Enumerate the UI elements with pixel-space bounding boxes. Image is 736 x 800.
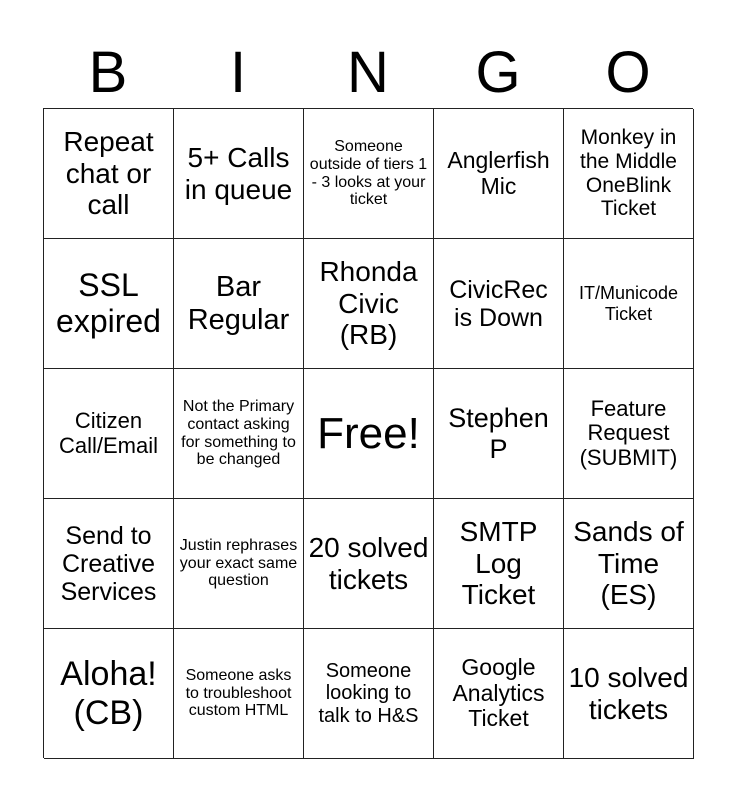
bingo-cell[interactable]: [174, 109, 304, 239]
bingo-cell[interactable]: [304, 239, 434, 369]
bingo-cell-label: 5+ Calls in queue: [184, 142, 293, 205]
bingo-cell[interactable]: [564, 239, 694, 369]
bingo-cell-label: CivicRec is Down: [449, 275, 548, 332]
bingo-cell[interactable]: [304, 629, 434, 759]
bingo-cell-label: Google Analytics Ticket: [452, 653, 545, 732]
bingo-header: [43, 38, 693, 108]
bingo-cell-label: Send to Creative Services: [60, 521, 157, 606]
bingo-cell-label: Someone looking to talk to H&S: [318, 659, 419, 727]
bingo-cell[interactable]: [44, 629, 174, 759]
bingo-cell-label: Rhonda Civic (RB): [319, 256, 418, 351]
bingo-cell-label: Aloha! (CB): [60, 655, 157, 732]
bingo-cell[interactable]: [564, 499, 694, 629]
bingo-cell[interactable]: [174, 239, 304, 369]
bingo-cell-label: Repeat chat or call: [63, 126, 154, 221]
bingo-cell[interactable]: [564, 109, 694, 239]
bingo-cell[interactable]: [44, 239, 174, 369]
header-letter-i: I: [229, 40, 247, 105]
bingo-cell-label: Someone outside of tiers 1 - 3 looks at your ticket: [309, 137, 428, 209]
bingo-cell-label: SMTP Log Ticket: [459, 516, 538, 611]
bingo-cell[interactable]: [434, 109, 564, 239]
bingo-cell-label: 20 solved tickets: [308, 532, 429, 595]
bingo-cell[interactable]: [434, 629, 564, 759]
header-letter-o: O: [605, 40, 651, 105]
header-letter-n: N: [347, 40, 389, 105]
bingo-cell[interactable]: [174, 369, 304, 499]
bingo-cell[interactable]: [564, 629, 694, 759]
bingo-cell-label: Free!: [317, 408, 420, 458]
bingo-cell[interactable]: [44, 369, 174, 499]
bingo-cell-label: Bar Regular: [187, 271, 290, 336]
bingo-cell[interactable]: [434, 369, 564, 499]
bingo-cell-label: IT/Municode Ticket: [578, 283, 679, 324]
bingo-cell-label: Sands of Time (ES): [573, 516, 684, 611]
bingo-cell-label: Stephen P: [448, 403, 549, 464]
bingo-cell[interactable]: [564, 369, 694, 499]
bingo-cell-label: SSL expired: [56, 266, 161, 339]
bingo-cell-label: Citizen Call/Email: [58, 407, 159, 458]
bingo-cell-label: Feature Request (SUBMIT): [579, 395, 678, 470]
bingo-cell-label: Justin rephrases your exact same question: [179, 536, 298, 590]
bingo-cell[interactable]: [174, 629, 304, 759]
bingo-cell-label: 10 solved tickets: [568, 662, 689, 725]
header-letter-g: G: [475, 40, 521, 105]
bingo-cell[interactable]: [434, 499, 564, 629]
bingo-cell-label: Someone asks to troubleshoot custom HTML: [185, 666, 292, 720]
bingo-cell-label: Monkey in the Middle OneBlink Ticket: [580, 126, 677, 221]
bingo-cell[interactable]: [304, 369, 434, 499]
bingo-cell-label: Anglerfish Mic: [447, 146, 550, 199]
bingo-cell[interactable]: [434, 239, 564, 369]
bingo-cell[interactable]: [304, 499, 434, 629]
bingo-cell[interactable]: [44, 499, 174, 629]
bingo-cell[interactable]: [174, 499, 304, 629]
bingo-cell[interactable]: [44, 109, 174, 239]
header-letter-b: B: [88, 40, 128, 105]
bingo-board: [43, 108, 693, 758]
bingo-cell-label: Not the Primary contact asking for something to be changed: [181, 397, 296, 469]
bingo-cell[interactable]: [304, 109, 434, 239]
